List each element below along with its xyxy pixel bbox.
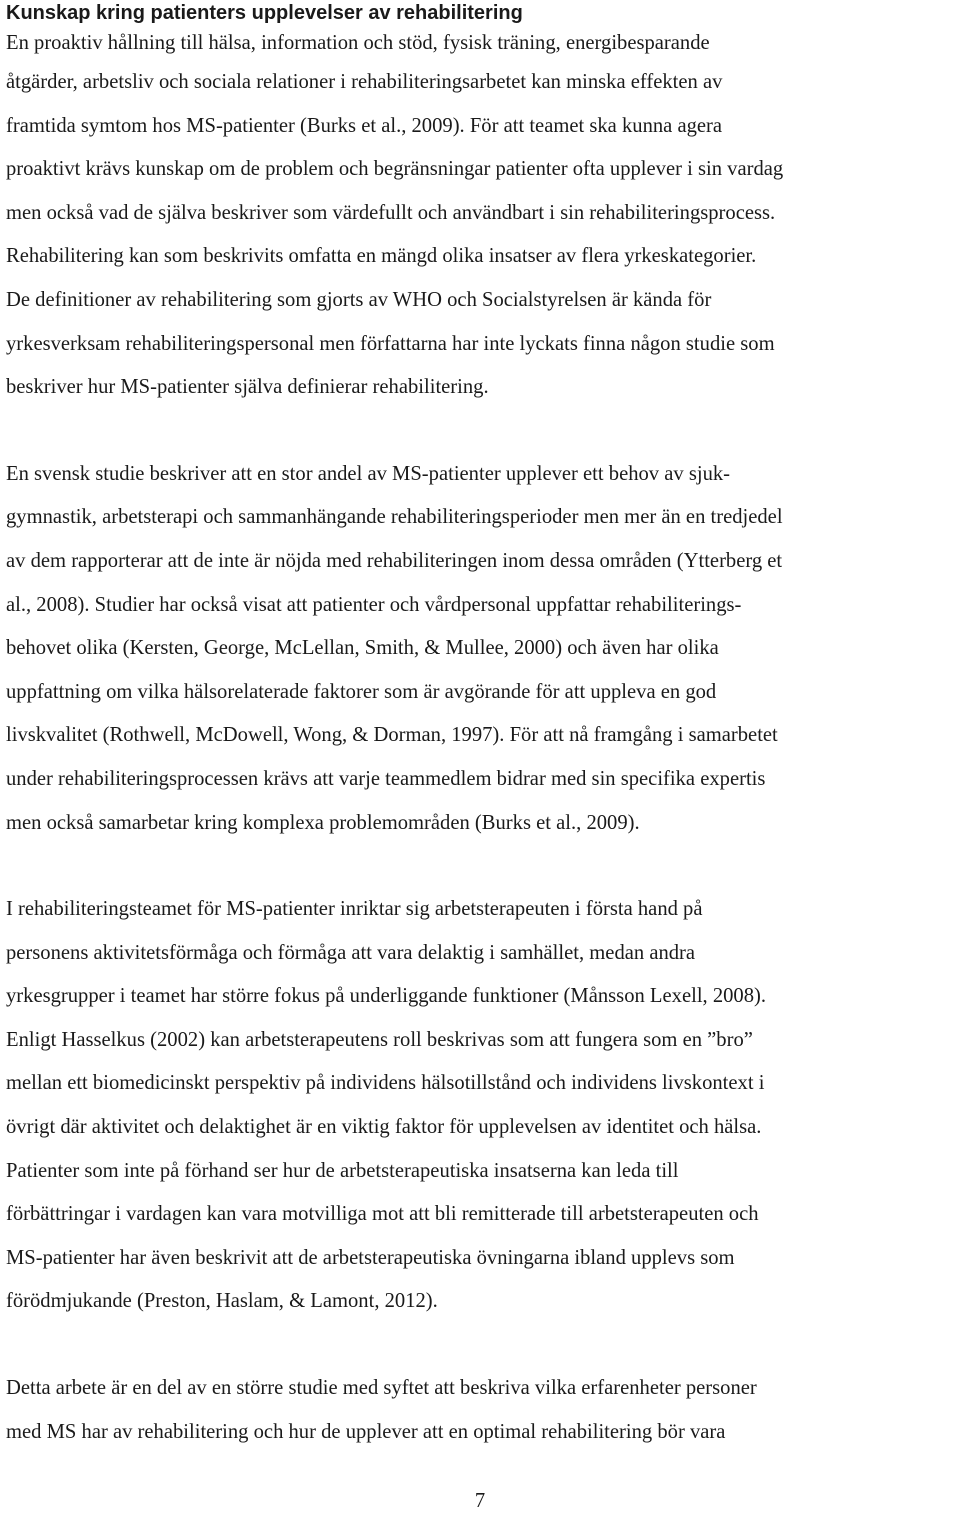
text-line: förbättringar i vardagen kan vara motvilliga mot att bli remitterade till arbetsterapeuten och xyxy=(6,1203,759,1226)
text-line: av dem rapporterar att de inte är nöjda med rehabiliteringen inom dessa områden (Ytterberg et xyxy=(6,549,783,572)
text-line: MS-patienter har även beskrivit att de arbetsterapeutiska övningarna ibland upplevs som xyxy=(6,1246,735,1269)
text-line: I rehabiliteringsteamet för MS-patienter inriktar sig arbetsterapeuten i första hand på xyxy=(6,898,703,921)
text-line: yrkesverksam rehabiliteringspersonal men författarna har inte lyckats finna någon studie som xyxy=(6,332,775,355)
text-line: Patienter som inte på förhand ser hur de arbetsterapeutiska insatserna kan leda till xyxy=(6,1159,679,1182)
paragraph-4 xyxy=(6,1367,956,1454)
text-line: behovet olika (Kersten, George, McLellan, Smith, & Mullee, 2000) och även har olika xyxy=(6,637,719,660)
document-page xyxy=(6,0,956,1454)
text-line: De definitioner av rehabilitering som gjorts av WHO och Socialstyrelsen är kända för xyxy=(6,288,712,311)
text-line: Enligt Hasselkus (2002) kan arbetsterapeutens roll beskrivas som att fungera som en ”bro” xyxy=(6,1028,753,1051)
paragraph-2 xyxy=(6,453,956,845)
page-number: 7 xyxy=(474,1490,486,1512)
text-line: personens aktivitetsförmåga och förmåga att vara delaktig i samhället, medan andra xyxy=(6,941,696,964)
text-line: Detta arbete är en del av en större studie med syftet att beskriva vilka erfarenheter personer xyxy=(6,1377,757,1400)
text-line: men också vad de själva beskriver som värdefullt och användbart i sin rehabiliteringsprocess. xyxy=(6,201,776,224)
text-line: beskriver hur MS-patienter själva definierar rehabilitering. xyxy=(6,376,489,399)
text-line: mellan ett biomedicinskt perspektiv på individens hälsotillstånd och individens livskontext i xyxy=(6,1072,765,1095)
text-line: Rehabilitering kan som beskrivits omfatta en mängd olika insatser av flera yrkeskategorier. xyxy=(6,245,757,268)
text-line: livskvalitet (Rothwell, McDowell, Wong, & Dorman, 1997). För att nå framgång i samarbetet xyxy=(6,724,778,747)
text-line: gymnastik, arbetsterapi och sammanhängande rehabiliteringsperioder men mer än en tredjedel xyxy=(6,506,783,529)
text-line: förödmjukande (Preston, Haslam, & Lamont, 2012). xyxy=(6,1290,438,1313)
text-line: men också samarbetar kring komplexa problemområden (Burks et al., 2009). xyxy=(6,811,640,834)
text-line: En proaktiv hållning till hälsa, information och stöd, fysisk träning, energibesparande xyxy=(6,32,710,54)
text-line: åtgärder, arbetsliv och sociala relationer i rehabiliteringsarbetet kan minska effekten av xyxy=(6,71,723,93)
text-line: En svensk studie beskriver att en stor andel av MS-patienter upplever ett behov av sjuk- xyxy=(6,462,731,485)
text-line: framtida symtom hos MS-patienter (Burks et al., 2009). För att teamet ska kunna agera xyxy=(6,114,723,137)
text-line: uppfattning om vilka hälsorelaterade faktorer som är avgörande för att uppleva en god xyxy=(6,680,717,703)
text-line: proaktivt krävs kunskap om de problem och begränsningar patienter ofta upplever i sin vardag xyxy=(6,158,784,181)
paragraph-3 xyxy=(6,888,956,1324)
text-line: med MS har av rehabilitering och hur de upplever att en optimal rehabilitering bör vara xyxy=(6,1420,726,1443)
section-heading: Kunskap kring patienters upplevelser av rehabilitering xyxy=(6,2,523,24)
text-line: al., 2008). Studier har också visat att patienter och vårdpersonal uppfattar rehabiliterings- xyxy=(6,593,742,616)
paragraph-1 xyxy=(6,25,956,410)
text-line: yrkesgrupper i teamet har större fokus på underliggande funktioner (Månsson Lexell, 2008). xyxy=(6,985,767,1008)
text-line: under rehabiliteringsprocessen krävs att varje teammedlem bidrar med sin specifika expertis xyxy=(6,767,766,790)
text-line: övrigt där aktivitet och delaktighet är en viktig faktor för upplevelsen av identitet och hälsa. xyxy=(6,1116,762,1139)
